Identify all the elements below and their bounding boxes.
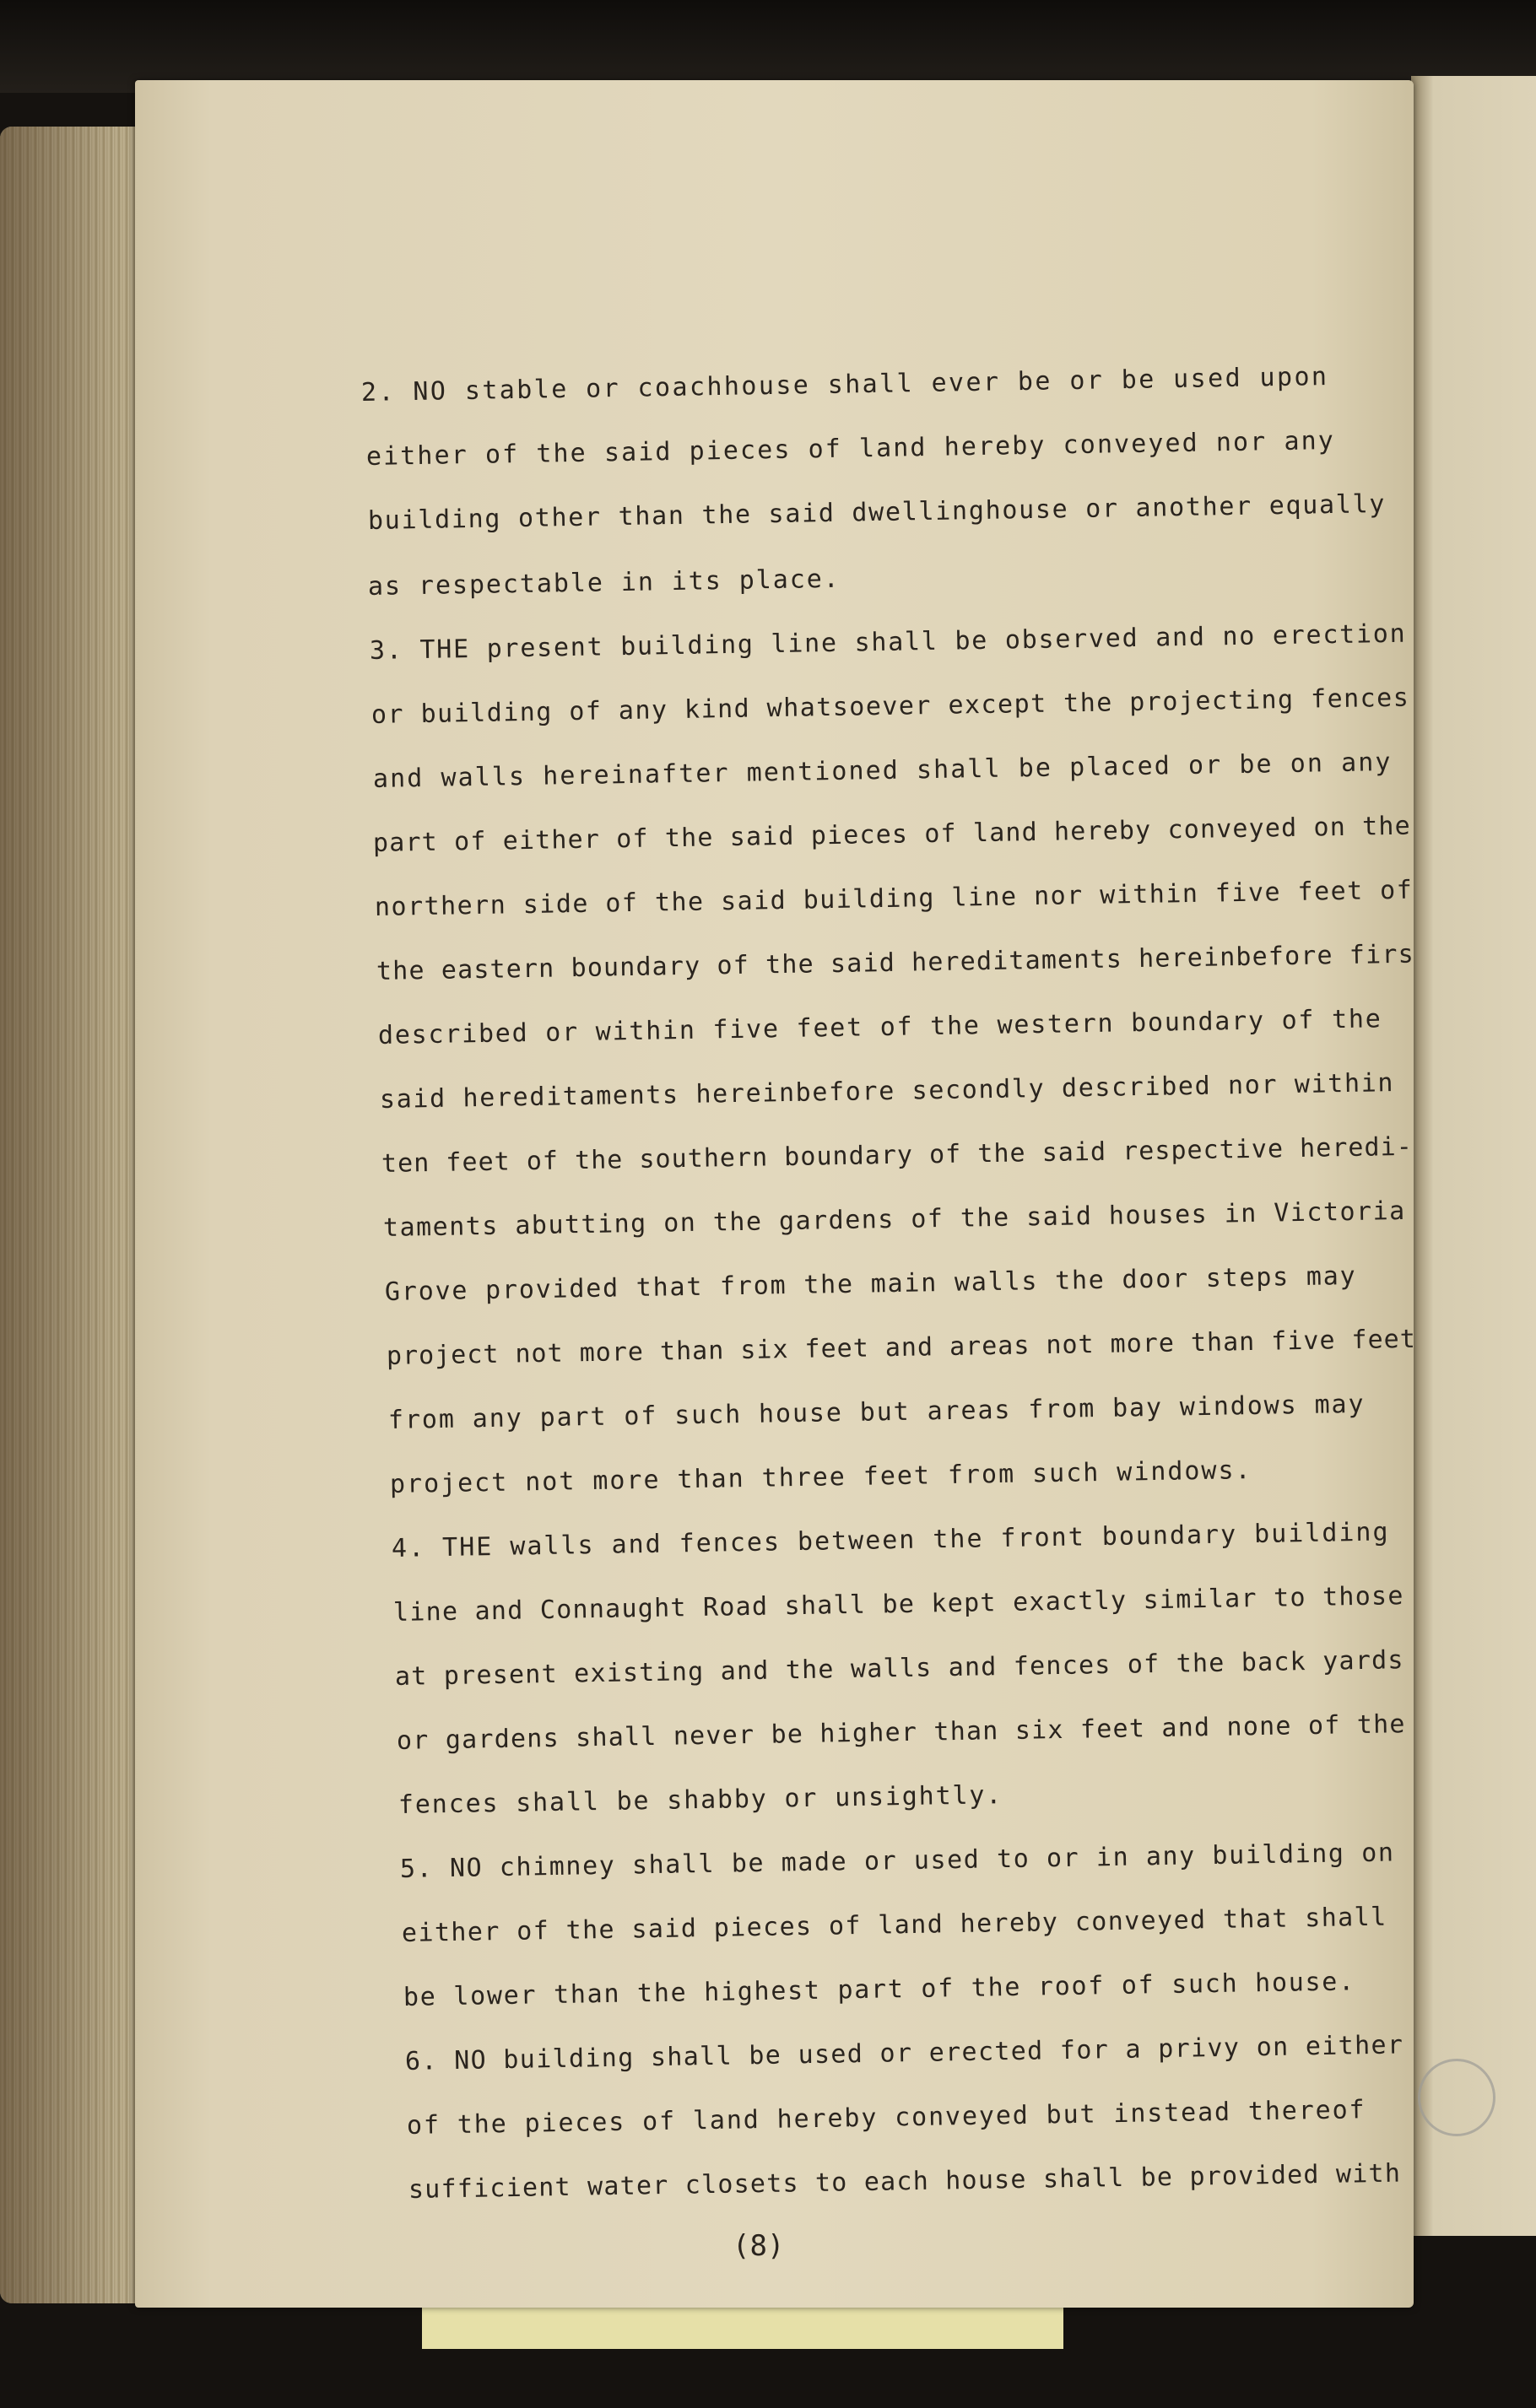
text-line: northern side of the said building line nor within five feet of: [374, 875, 1414, 922]
text-line: 3. THE present building line shall be observed and no erection: [369, 618, 1407, 666]
text-line: taments abutting on the gardens of the said houses in Victoria: [382, 1196, 1406, 1243]
text-line: sufficient water closets to each house shall be provided with: [408, 2158, 1402, 2205]
text-line: 6. NO building shall be used or erected for a privy on either: [404, 2030, 1404, 2076]
text-line: of the pieces of land hereby conveyed but instead thereof: [406, 2095, 1366, 2141]
text-line: and walls hereinafter mentioned shall be placed or be on any: [372, 747, 1393, 794]
text-line: be lower than the highest part of the roof of such house.: [403, 1967, 1356, 2012]
text-line: part of either of the said pieces of land hereby conveyed on the: [372, 811, 1412, 858]
text-line: either of the said pieces of land hereby conveyed that shall: [401, 1902, 1387, 1948]
text-line: said hereditaments hereinbefore secondly described nor within: [379, 1068, 1395, 1115]
text-line: building other than the said dwellinghouse or another equally: [367, 489, 1387, 536]
text-line: Grove provided that from the main walls the door steps may: [384, 1261, 1357, 1307]
text-line: 2. NO stable or coachhouse shall ever be or be used upon: [360, 361, 1329, 408]
text-line: ten feet of the southern boundary of the said respective heredi-: [381, 1131, 1414, 1179]
text-line: or gardens shall never be higher than six feet and none of the: [396, 1709, 1406, 1756]
text-line: fences shall be shabby or unsightly.: [398, 1780, 1003, 1820]
text-line: as respectable in its place.: [367, 564, 841, 602]
text-line: either of the said pieces of land hereby conveyed nor any: [365, 425, 1336, 472]
text-line: at present existing and the walls and fences of the back yards: [394, 1645, 1404, 1692]
text-line: 5. NO chimney shall be made or used to or in any building on: [399, 1838, 1395, 1884]
text-line: line and Connaught Road shall be kept exactly similar to those: [392, 1581, 1404, 1628]
text-line: or building of any kind whatsoever except the projecting fences: [370, 683, 1410, 730]
text-line: from any part of such house but areas from bay windows may: [387, 1389, 1366, 1435]
page-number: (8): [733, 2229, 785, 2263]
text-line: the eastern boundary of the said hereditaments hereinbefore firs: [376, 939, 1415, 986]
text-line: 4. THE walls and fences between the front boundary building: [391, 1517, 1390, 1563]
text-line: project not more than six feet and areas not more than five feet: [386, 1324, 1417, 1371]
text-line: described or within five feet of the western boundary of the: [377, 1004, 1382, 1050]
text-line: project not more than three feet from such windows.: [389, 1455, 1252, 1499]
